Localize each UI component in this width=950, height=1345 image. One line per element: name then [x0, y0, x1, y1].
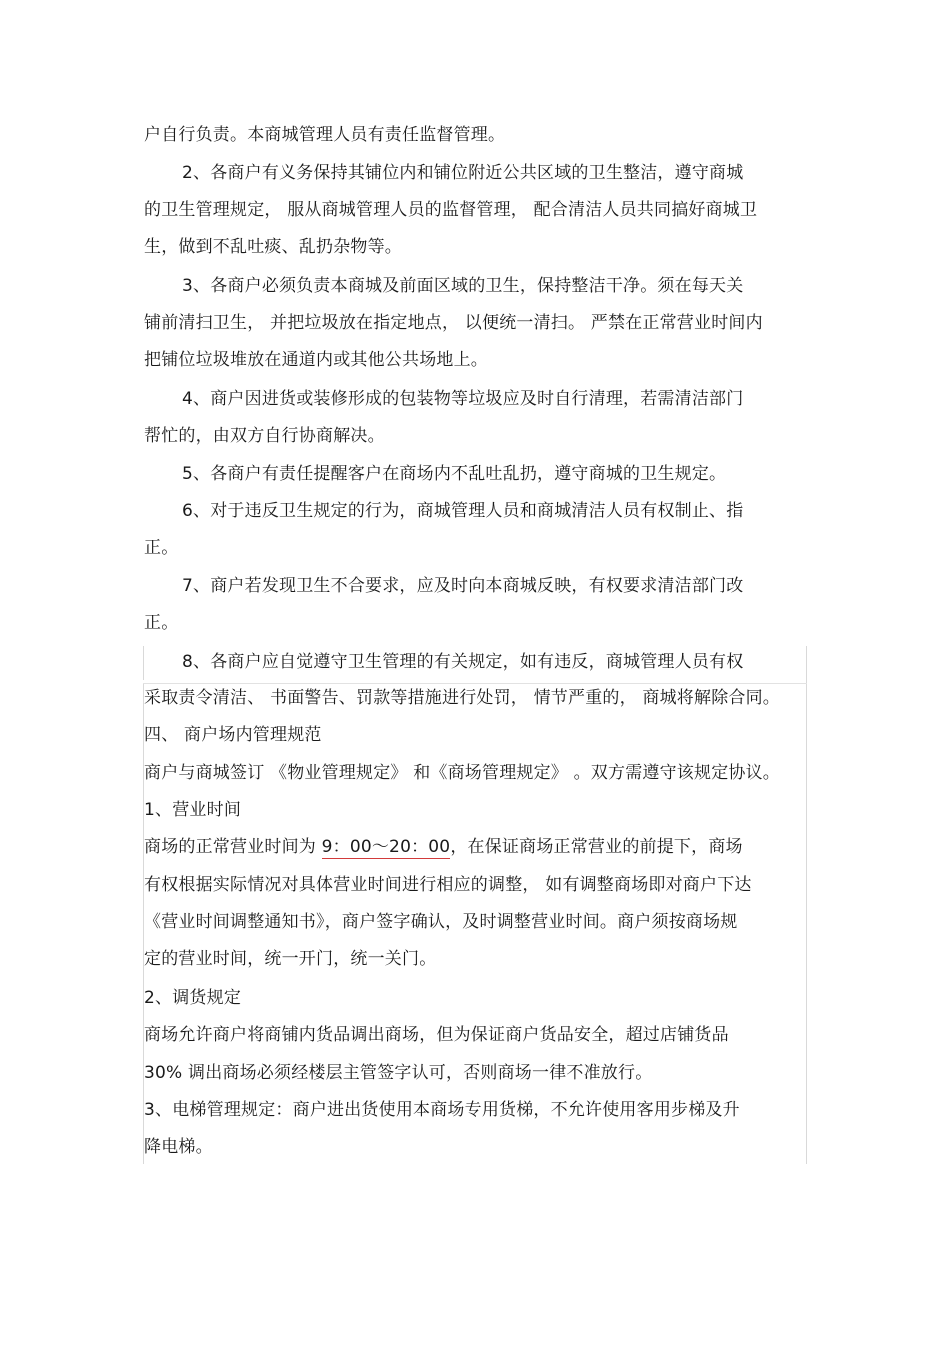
paragraph-line: 5、各商户有责任提醒客户在商场内不乱吐乱扔，遵守商城的卫生规定。 [182, 464, 727, 484]
hours-text-before: 商场的正常营业时间为 [144, 837, 322, 857]
subsection-heading: 2、调货规定 [144, 988, 242, 1008]
border-right [806, 646, 807, 1164]
paragraph-line: 把铺位垃圾堆放在通道内或其他公共场地上。 [144, 350, 488, 370]
paragraph-line: 有权根据实际情况对具体营业时间进行相应的调整， 如有调整商场即对商户下达 [144, 875, 752, 895]
subsection-heading: 3、电梯管理规定：商户进出货使用本商场专用货梯，不允许使用客用步梯及升 [144, 1100, 740, 1120]
paragraph-line: 商户与商城签订 《物业管理规定》 和《商场管理规定》 。双方需遵守该规定协议。 [144, 763, 781, 783]
paragraph-line: 30% 调出商场必须经楼层主管签字认可，否则商场一律不准放行。 [144, 1063, 653, 1083]
business-hours-line [144, 836, 743, 858]
paragraph-line: 生，做到不乱吐痰、乱扔杂物等。 [144, 237, 402, 257]
paragraph-line: 2、各商户有义务保持其铺位内和铺位附近公共区域的卫生整洁，遵守商城 [182, 163, 744, 183]
paragraph-line: 帮忙的，由双方自行协商解决。 [144, 426, 385, 446]
paragraph-line: 定的营业时间，统一开门，统一关门。 [144, 949, 437, 969]
paragraph-line: 户自行负责。本商城管理人员有责任监督管理。 [144, 125, 506, 145]
subsection-heading: 1、营业时间 [144, 800, 242, 820]
paragraph-line: 铺前清扫卫生， 并把垃圾放在指定地点， 以便统一清扫。 严禁在正常营业时间内 [144, 313, 763, 333]
paragraph-line: 4、商户因进货或装修形成的包装物等垃圾应及时自行清理，若需清洁部门 [182, 389, 744, 409]
paragraph-line: 8、各商户应自觉遵守卫生管理的有关规定，如有违反，商城管理人员有权 [182, 652, 744, 672]
paragraph-line: 正。 [144, 538, 179, 558]
paragraph-line: 的卫生管理规定， 服从商城管理人员的监督管理， 配合清洁人员共同搞好商城卫 [144, 200, 758, 220]
border-top [143, 683, 807, 684]
paragraph-line: 正。 [144, 613, 179, 633]
business-hours-value: 9：00～20：00 [321, 837, 451, 857]
border-left-top [143, 646, 144, 680]
paragraph-line: 3、各商户必须负责本商城及前面区域的卫生，保持整洁干净。须在每天关 [182, 276, 744, 296]
paragraph-line: 采取责令清洁、 书面警告、罚款等措施进行处罚， 情节严重的， 商城将解除合同。 [144, 688, 781, 708]
section-heading: 四、 商户场内管理规范 [144, 725, 322, 745]
paragraph-line: 商场允许商户将商铺内货品调出商场，但为保证商户货品安全，超过店铺货品 [144, 1025, 729, 1045]
paragraph-line: 7、商户若发现卫生不合要求，应及时向本商城反映，有权要求清洁部门改 [182, 576, 744, 596]
paragraph-line: 降电梯。 [144, 1137, 213, 1157]
hours-text-after: ，在保证商场正常营业的前提下，商场 [450, 837, 743, 857]
paragraph-line: 6、对于违反卫生规定的行为，商城管理人员和商城清洁人员有权制止、指 [182, 501, 744, 521]
paragraph-line: 《营业时间调整通知书》，商户签字确认，及时调整营业时间。商户须按商场规 [144, 912, 738, 932]
